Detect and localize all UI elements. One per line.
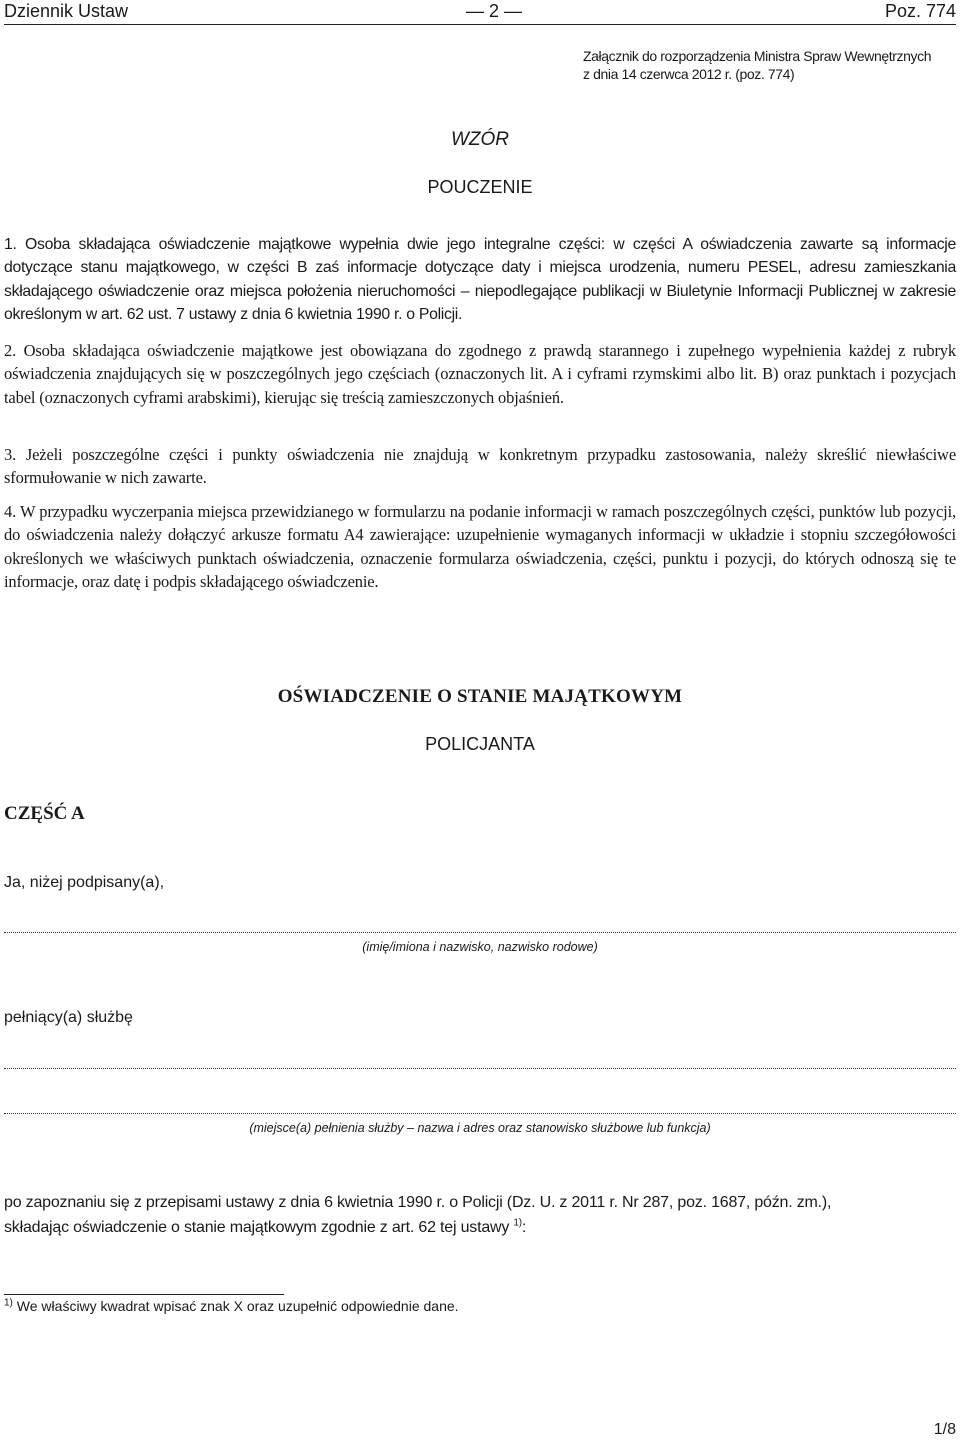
instruction-paragraph-3: 3. Jeżeli poszczególne części i punkty oświadczenia nie znajdują w konkretnym przypadku zastosowania, należy skreślić niewłaściwe sformułowanie w nich zawarte.	[4, 445, 956, 488]
instruction-paragraph-4: 4. W przypadku wyczerpania miejsca przewidzianego w formularzu na podanie informacji w ramach poszczególnych części, punktów lub pozycji, do oświadczenia należy dołączyć arkusze formatu A4 zawierające: uzupełnienie wymaganych informacji w układzie i stopniu szczegółowości określonych we właściwych punktach oświadczenia, oznaczenie formularza oświadczenia, części, punktu i pozycji, do których odnoszą się te informacje, oraz datę i podpis składającego oświadczenie.	[4, 502, 956, 591]
page-number: 1/8	[933, 1421, 956, 1438]
statement-line-2-text: składając oświadczenie o stanie majątkowym zgodnie z art. 62 tej ustawy	[4, 1219, 510, 1236]
template-label: WZÓR	[450, 129, 510, 150]
annex-line-2: z dnia 14 czerwca 2012 r. (poz. 774)	[583, 66, 795, 82]
footnote-text: We właściwy kwadrat wpisać znak X oraz uzupełnić odpowiednie dane.	[16, 1298, 459, 1314]
instruction-paragraph-2: 2. Osoba składająca oświadczenie majątkowe jest obowiązana do zgodnego z prawdą starannego i zupełnego wypełnienia każdej z rubryk oświadczenia znajdujących się w poszczególnych jego częściach (oznaczonych lit. A i cyframi rzymskimi albo lit. B) oraz punktach i pozycjach tabel (oznaczonych cyframi arabskimi), kierując się treścią zamieszczonych objaśnień.	[4, 341, 956, 407]
service-caption: (miejsce(a) pełnienia służby – nazwa i adres oraz stanowisko służbowe lub funkcja)	[249, 1121, 711, 1135]
signed-label: Ja, niżej podpisany(a),	[4, 874, 165, 891]
form-title: OŚWIADCZENIE O STANIE MAJĄTKOWYM	[277, 686, 683, 707]
statement-line-1: po zapoznaniu się z przepisami ustawy z dnia 6 kwietnia 1990 r. o Policji (Dz. U. z 2011 r. Nr 287, poz. 1687, późn. zm.),	[4, 1194, 832, 1211]
section-heading: CZĘŚĆ A	[4, 803, 85, 824]
statement-end: :	[521, 1219, 527, 1236]
footnote	[4, 1298, 459, 1314]
service-label: pełniący(a) służbę	[4, 1009, 133, 1026]
statement-text	[4, 1190, 960, 1240]
service-fill-line-2[interactable]	[4, 1107, 956, 1114]
name-caption: (imię/imiona i nazwisko, nazwisko rodowe)	[362, 940, 598, 954]
footnote-divider	[4, 1294, 284, 1295]
annex-note	[583, 47, 959, 83]
page-header	[4, 0, 956, 25]
page-marker: — 2 —	[466, 1, 523, 21]
form-subtitle: POLICJANTA	[425, 734, 535, 754]
name-fill-line[interactable]	[4, 926, 956, 933]
instruction-paragraph-1: 1. Osoba składająca oświadczenie majątkowe wypełnia dwie jego integralne części: w części A oświadczenia zawarte są informacje dotyczące stanu majątkowego, w części B zaś informacje dotyczące daty i miejsca urodzenia, numeru PESEL, adresu zamieszkania składającego oświadczenie oraz miejsca położenia nieruchomości – niepodlegające publikacji w Biuletynie Informacji Publicznej w zakresie określonym w art. 62 ust. 7 ustawy z dnia 6 kwietnia 1990 r. o Policji.	[4, 236, 956, 323]
footnote-reference: 1)	[513, 1217, 522, 1229]
journal-name: Dziennik Ustaw	[4, 1, 129, 21]
service-fill-line-1[interactable]	[4, 1062, 956, 1069]
instructions-heading: POUCZENIE	[427, 177, 533, 197]
statement-line-2	[4, 1215, 960, 1240]
annex-line-1: Załącznik do rozporządzenia Ministra Spraw Wewnętrznych	[583, 48, 932, 64]
position-number: Poz. 774	[884, 1, 956, 21]
footnote-marker: 1)	[4, 1297, 13, 1309]
